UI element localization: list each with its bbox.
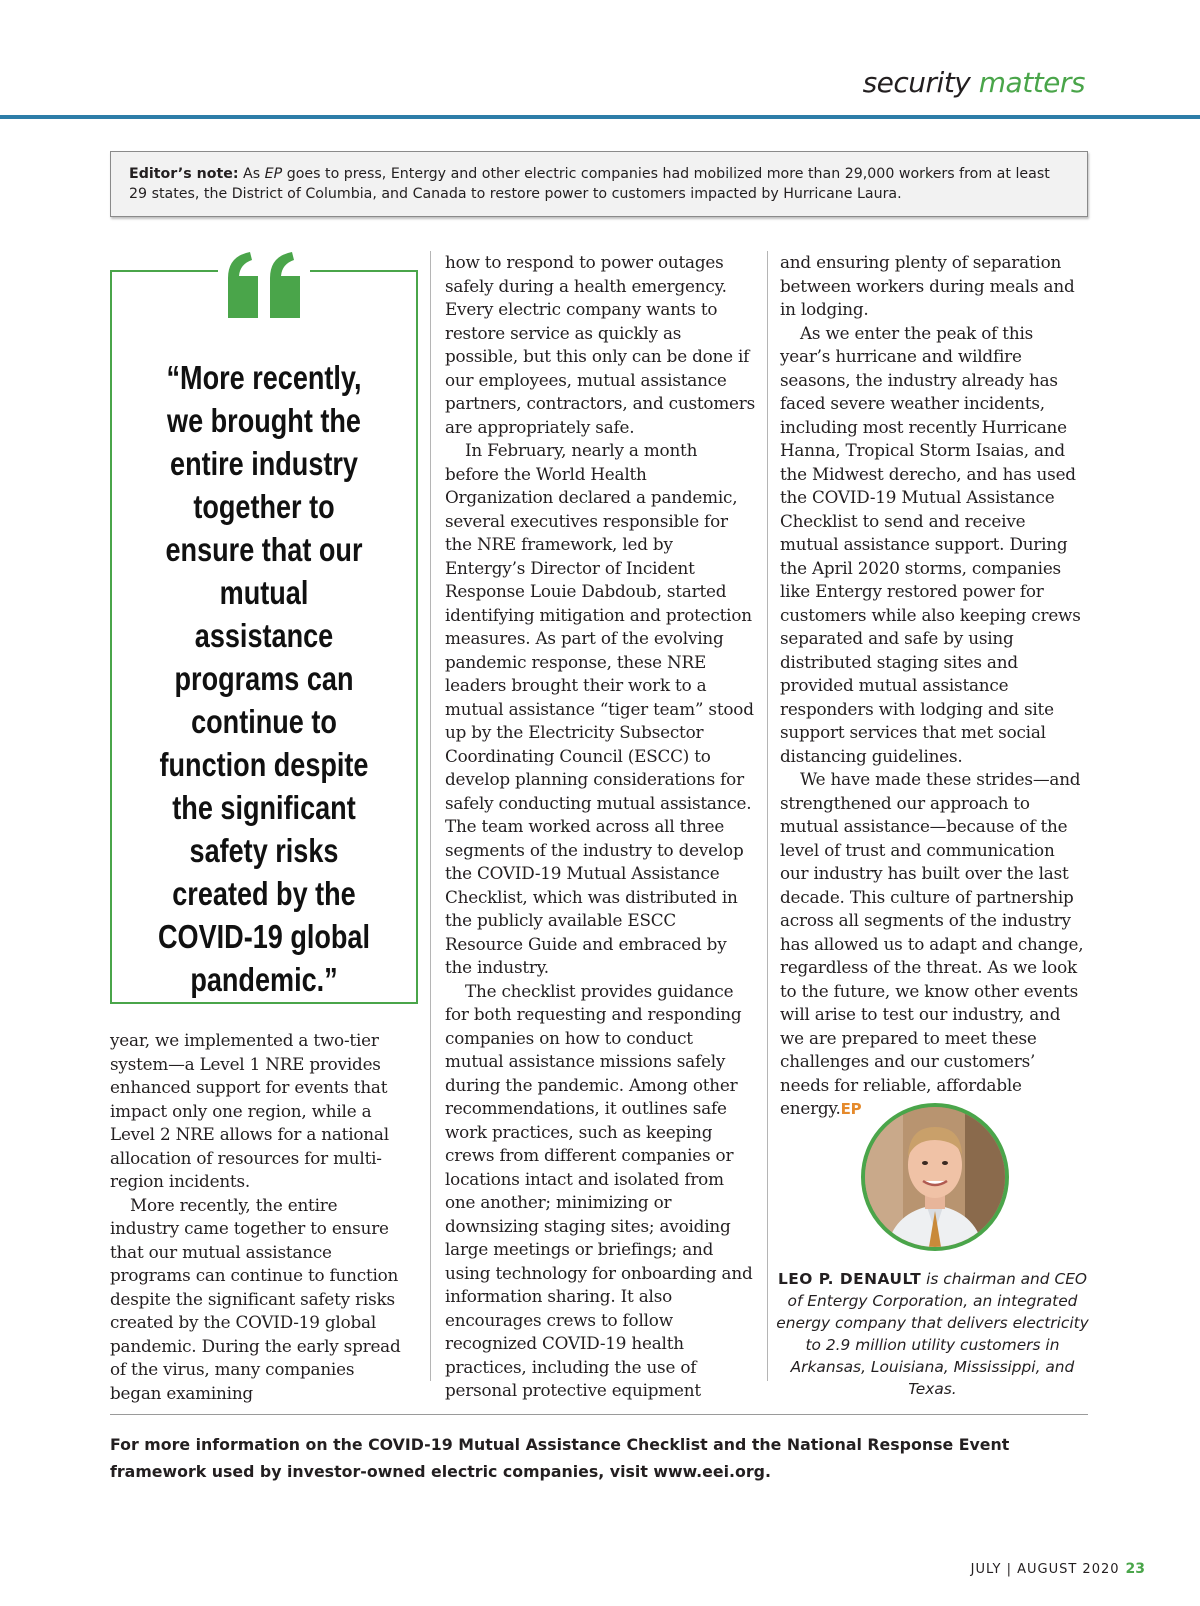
quote-mark-backdrop [218, 250, 310, 326]
paragraph: and ensuring plenty of separation between workers during meals and in lodging. [780, 252, 1075, 319]
paragraph: year, we implemented a two-tier system—a Level 1 NRE provides enhanced support for events that impact only one region, while a Level 2 NRE allows for a national allocation of resources for multi-region incidents. [110, 1030, 389, 1191]
quote-mark-icon [222, 252, 306, 322]
author-description: is chairman and CEO of Entergy Corporation, an integrated energy company that delivers electricity to 2.9 million utility customers in Arkansas, Louisiana, Mississippi, and Texas. [776, 1270, 1089, 1398]
paragraph-text: We have made these strides—and strengthened our approach to mutual assistance—because of the level of trust and communication our industry has built over the last decade. This culture of partnership across all segments of the industry has allowed us to adapt and change, regardless of the threat. As we look to the future, we know other events will arise to test our industry, and we are prepared to meet these challenges and our customers’ needs for reliable, affordable energy. [780, 769, 1084, 1118]
more-info-text: For more information on the COVID-19 Mutual Assistance Checklist and the National Response Event framework used by investor-owned electric companies, visit www.eei.org. [110, 1435, 1010, 1481]
author-bio [770, 1268, 1095, 1400]
editor-note-lead: Editor’s note: [129, 166, 239, 182]
editor-note-text-a: As [238, 166, 265, 182]
section-title [863, 66, 1085, 99]
article-column-1 [110, 1029, 410, 1405]
footer-rule [110, 1414, 1088, 1415]
paragraph: In February, nearly a month before the World Health Organization declared a pandemic, several executives responsible for the NRE framework, led by Entergy’s Director of Incident Response Louie Dabdoub, started identifying mitigation and protection measures. As part of the evolving pandemic response, these NRE leaders brought their work to a mutual assistance “tiger team” stood up by the Electricity Subsector Coordinating Council (ESCC) to develop planning considerations for safely conducting mutual assistance. The team worked across all three segments of the industry to develop the COVID-19 Mutual Assistance Checklist, which was distributed in the publicly available ESCC Resource Guide and embraced by the industry. [445, 440, 754, 977]
portrait-image [865, 1107, 1005, 1247]
article-column-3 [780, 251, 1085, 1122]
author-name: LEO P. DENAULT [777, 1270, 922, 1288]
editor-note-box [110, 151, 1088, 217]
editor-note-text-b: goes to press, Entergy and other electric companies had mobilized more than 29,000 workers from at least 29 states, the District of Columbia, and Canada to restore power to customers impacted by Hurricane Laura. [129, 166, 1050, 202]
page-folio [971, 1561, 1145, 1577]
page-number: 23 [1125, 1561, 1145, 1577]
column-divider-1 [430, 251, 431, 1381]
paragraph: As we enter the peak of this year’s hurricane and wildfire seasons, the industry already has faced severe weather incidents, including most recently Hurricane Hanna, Tropical Storm Isaias, and the Midwest derecho, and has used the COVID-19 Mutual Assistance Checklist to send and receive mutual assistance support. During the April 2020 storms, companies like Entergy restored power for customers while also keeping crews separated and safe by using distributed staging sites and provided mutual assistance responders with lodging and site support services that met social distancing guidelines. [780, 322, 1081, 766]
section-title-word2: matters [978, 66, 1085, 99]
section-title-word1: security [862, 66, 971, 99]
column-divider-2 [767, 251, 768, 1381]
paragraph [780, 768, 1085, 1122]
end-mark: EP [840, 1100, 862, 1118]
author-portrait [861, 1103, 1009, 1251]
article-column-2 [445, 251, 755, 1403]
paragraph: More recently, the entire industry came together to ensure that our mutual assistance programs can continue to function despite the significant safety risks created by the COVID-19 global pandemic. During the early spread of the virus, many companies began examining [110, 1194, 401, 1403]
header-rule [0, 115, 1200, 119]
issue-date: JULY | AUGUST 2020 [970, 1562, 1120, 1577]
paragraph: how to respond to power outages safely during a health emergency. Every electric company wants to restore service as quickly as possible, but this only can be done if our employees, mutual assistance partners, contractors, and customers are appropriately safe. [445, 252, 756, 437]
paragraph: The checklist provides guidance for both requesting and responding companies on how to conduct mutual assistance missions safely during the pandemic. Among other recommendations, it outlines safe work practices, such as keeping crews from different companies or locations intact and isolated from one another; minimizing or downsizing staging sites; avoiding large meetings or briefings; and using technology for onboarding and information sharing. It also encourages crews to follow recognized COVID-19 health practices, including the use of personal protective equipment [445, 980, 753, 1400]
editor-note-publication: EP [264, 166, 283, 182]
pull-quote-text: “More recently, we brought the entire industry together to ensure that our mutual assistance programs can continue to function despite the significant safety risks created by the COVID-19 global pandemic.” [157, 359, 370, 998]
